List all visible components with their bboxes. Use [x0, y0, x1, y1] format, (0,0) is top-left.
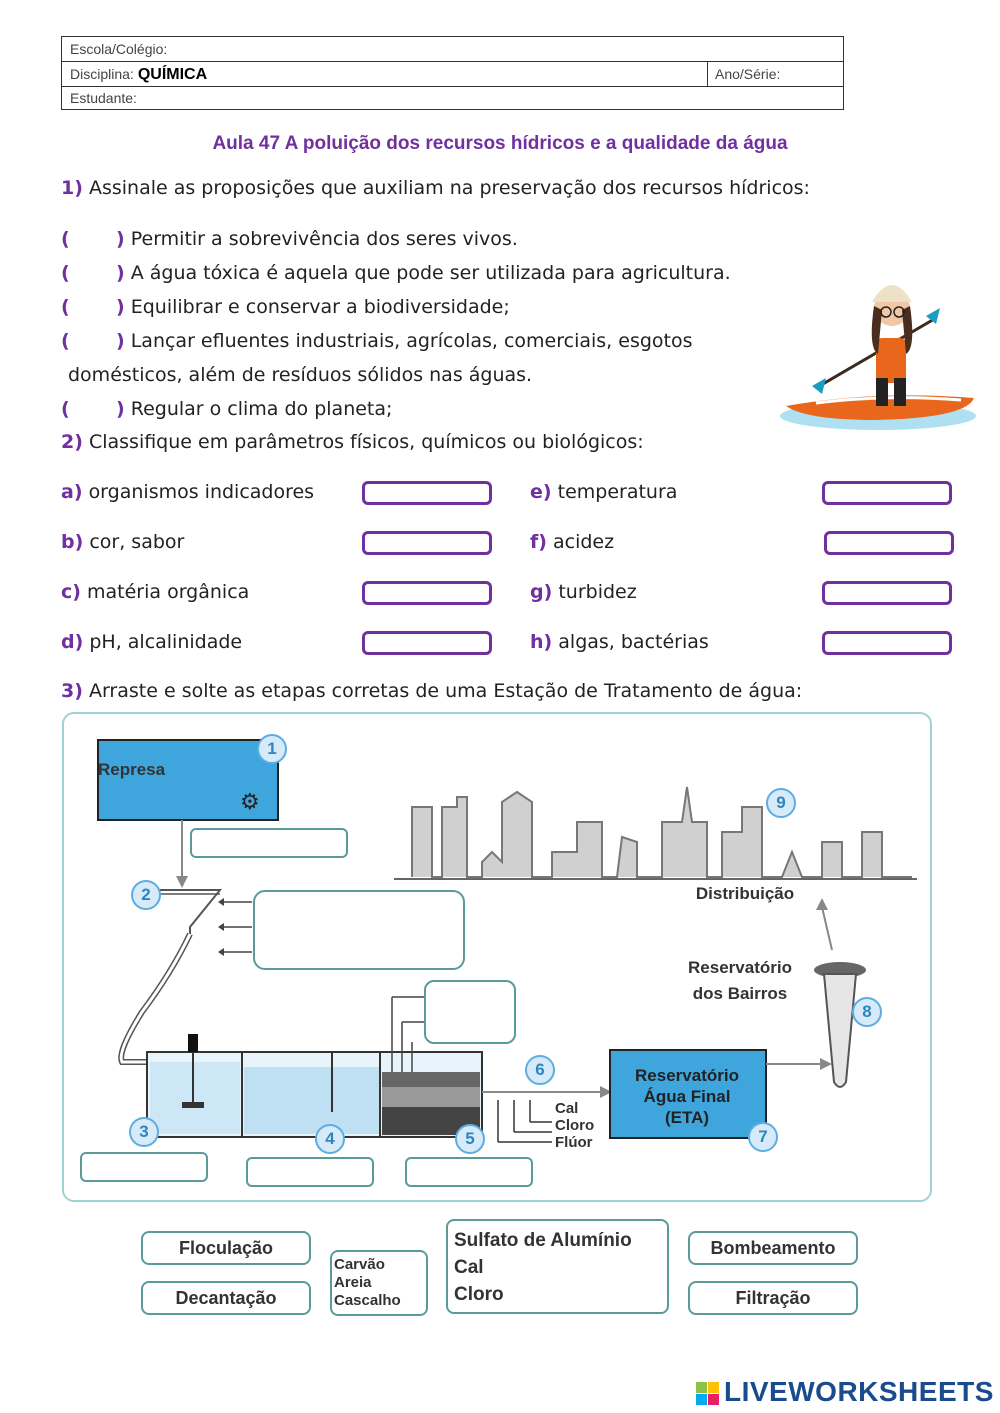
pump-icon: ⚙: [240, 790, 260, 815]
liveworksheets-logo-icon: [696, 1382, 720, 1406]
q1-option-4-continued: domésticos, além de resíduos sólidos nas águas.: [68, 364, 533, 386]
checkbox-paren[interactable]: ( ): [61, 262, 125, 284]
student-row: [62, 86, 843, 111]
answer-box-a[interactable]: [362, 481, 492, 505]
option-text: Permitir a sobrevivência dos seres vivos.: [130, 228, 518, 250]
item-letter: b): [61, 531, 84, 553]
option-text: Lançar efluentes industriais, agrícolas, comerciais, esgotos: [130, 330, 693, 352]
q2-item-h: [530, 631, 709, 653]
q2-item-d: [61, 631, 242, 653]
option-text: A água tóxica é aquela que pode ser utilizada para agricultura.: [130, 262, 731, 284]
step-number-3: 3: [129, 1117, 159, 1147]
reservatorio-line-2: dos Bairros: [692, 984, 788, 1003]
q2-text: Classifique em parâmetros físicos, químicos ou biológicos:: [88, 431, 644, 453]
q2-item-g: [530, 581, 637, 603]
card-floculacao[interactable]: Floculação: [141, 1231, 311, 1265]
brand-wordmark: LIVEWORKSHEETS: [724, 1376, 994, 1407]
q1-option-3[interactable]: [61, 296, 510, 318]
item-letter: c): [61, 581, 81, 603]
step-number-1: 1: [257, 734, 287, 764]
answer-box-h[interactable]: [822, 631, 952, 655]
chem-fluor: Flúor: [555, 1134, 593, 1151]
drop-zone-5[interactable]: [405, 1157, 533, 1187]
step-number-9: 9: [766, 788, 796, 818]
card-line-cal: Cal: [454, 1257, 484, 1278]
answer-box-e[interactable]: [822, 481, 952, 505]
item-letter: d): [61, 631, 84, 653]
divider: [707, 62, 708, 86]
item-text: acidez: [553, 531, 615, 553]
drop-zone-4[interactable]: [246, 1157, 374, 1187]
step-number-8: 8: [852, 997, 882, 1027]
q2-item-f: [530, 531, 614, 553]
card-line-areia: Areia: [334, 1274, 372, 1291]
eta-label: [612, 1065, 762, 1128]
card-line-cloro: Cloro: [454, 1284, 504, 1305]
step-number-6: 6: [525, 1055, 555, 1085]
item-text: turbidez: [558, 581, 637, 603]
distribuicao-label: Distribuição: [695, 884, 795, 903]
q2-heading: [61, 431, 644, 453]
checkbox-paren[interactable]: ( ): [61, 330, 125, 352]
step-number-4: 4: [315, 1124, 345, 1154]
reservatorio-line-1: Reservatório: [688, 958, 792, 977]
q1-text: Assinale as proposições que auxiliam na preservação dos recursos hídricos:: [88, 177, 810, 199]
card-sulfato-cal-cloro[interactable]: [446, 1219, 669, 1314]
step-number-5: 5: [455, 1124, 485, 1154]
item-letter: f): [530, 531, 547, 553]
school-label: Escola/Colégio:: [70, 41, 168, 57]
chem-cloro: Cloro: [555, 1117, 595, 1134]
drop-zone-3[interactable]: [80, 1152, 208, 1182]
answer-box-g[interactable]: [822, 581, 952, 605]
drop-zone-1[interactable]: [190, 828, 348, 858]
subject-label: Disciplina:: [70, 66, 134, 82]
chemicals-label: [555, 1100, 594, 1151]
checkbox-paren[interactable]: ( ): [61, 296, 125, 318]
step-number-2: 2: [131, 880, 161, 910]
header-table: [61, 36, 844, 110]
page-title: Aula 47 A poluição dos recursos hídricos e a qualidade da água: [212, 133, 788, 154]
q2-item-a: [61, 481, 314, 503]
card-line-carvao: Carvão: [334, 1256, 385, 1273]
option-text: Equilibrar e conservar a biodiversidade;: [130, 296, 510, 318]
answer-box-c[interactable]: [362, 581, 492, 605]
school-row: [62, 37, 843, 62]
q3-text: Arraste e solte as etapas corretas de uma Estação de Tratamento de água:: [88, 680, 803, 702]
subject-value: QUÍMICA: [137, 66, 208, 83]
eta-line-3: (ETA): [664, 1108, 710, 1127]
card-bombeamento[interactable]: Bombeamento: [688, 1231, 858, 1265]
represa-label: Represa: [98, 760, 166, 779]
q2-item-c: [61, 581, 249, 603]
chem-cal: Cal: [555, 1100, 579, 1117]
paddleboard-girl-illustration: [776, 258, 981, 433]
card-carvao-areia-cascalho[interactable]: [330, 1250, 428, 1316]
card-filtracao[interactable]: Filtração: [688, 1281, 858, 1315]
student-label: Estudante:: [70, 90, 137, 106]
eta-line-2: Água Final: [643, 1087, 731, 1106]
q1-number: 1): [61, 177, 83, 199]
q2-number: 2): [61, 431, 83, 453]
item-letter: g): [530, 581, 553, 603]
q2-item-b: [61, 531, 184, 553]
drop-zone-2[interactable]: [253, 890, 465, 970]
q1-option-5[interactable]: [61, 398, 392, 420]
item-text: cor, sabor: [89, 531, 185, 553]
q1-heading: [61, 177, 810, 199]
reservatorio-bairros-label: [670, 955, 810, 1007]
option-text: Regular o clima do planeta;: [130, 398, 393, 420]
item-text: pH, alcalinidade: [89, 631, 243, 653]
answer-box-b[interactable]: [362, 531, 492, 555]
item-text: organismos indicadores: [88, 481, 315, 503]
eta-line-1: Reservatório: [635, 1066, 739, 1085]
drop-zone-5-materials[interactable]: [424, 980, 516, 1044]
q3-number: 3): [61, 680, 83, 702]
item-text: temperatura: [557, 481, 678, 503]
q1-option-2[interactable]: [61, 262, 731, 284]
year-label: Ano/Série:: [715, 66, 781, 82]
card-decantacao[interactable]: Decantação: [141, 1281, 311, 1315]
item-letter: e): [530, 481, 552, 503]
q2-item-e: [530, 481, 677, 503]
checkbox-paren[interactable]: ( ): [61, 398, 125, 420]
step-number-7: 7: [748, 1122, 778, 1152]
item-text: matéria orgânica: [87, 581, 250, 603]
checkbox-paren[interactable]: ( ): [61, 228, 125, 250]
answer-box-d[interactable]: [362, 631, 492, 655]
card-line-sulfato: Sulfato de Alumínio: [454, 1230, 632, 1251]
card-line-cascalho: Cascalho: [334, 1292, 401, 1309]
q1-option-4[interactable]: [61, 330, 693, 352]
answer-box-f[interactable]: [824, 531, 954, 555]
item-letter: h): [530, 631, 553, 653]
item-text: algas, bactérias: [558, 631, 709, 653]
q1-option-1[interactable]: [61, 228, 518, 250]
item-letter: a): [61, 481, 83, 503]
q3-heading: [61, 680, 802, 702]
